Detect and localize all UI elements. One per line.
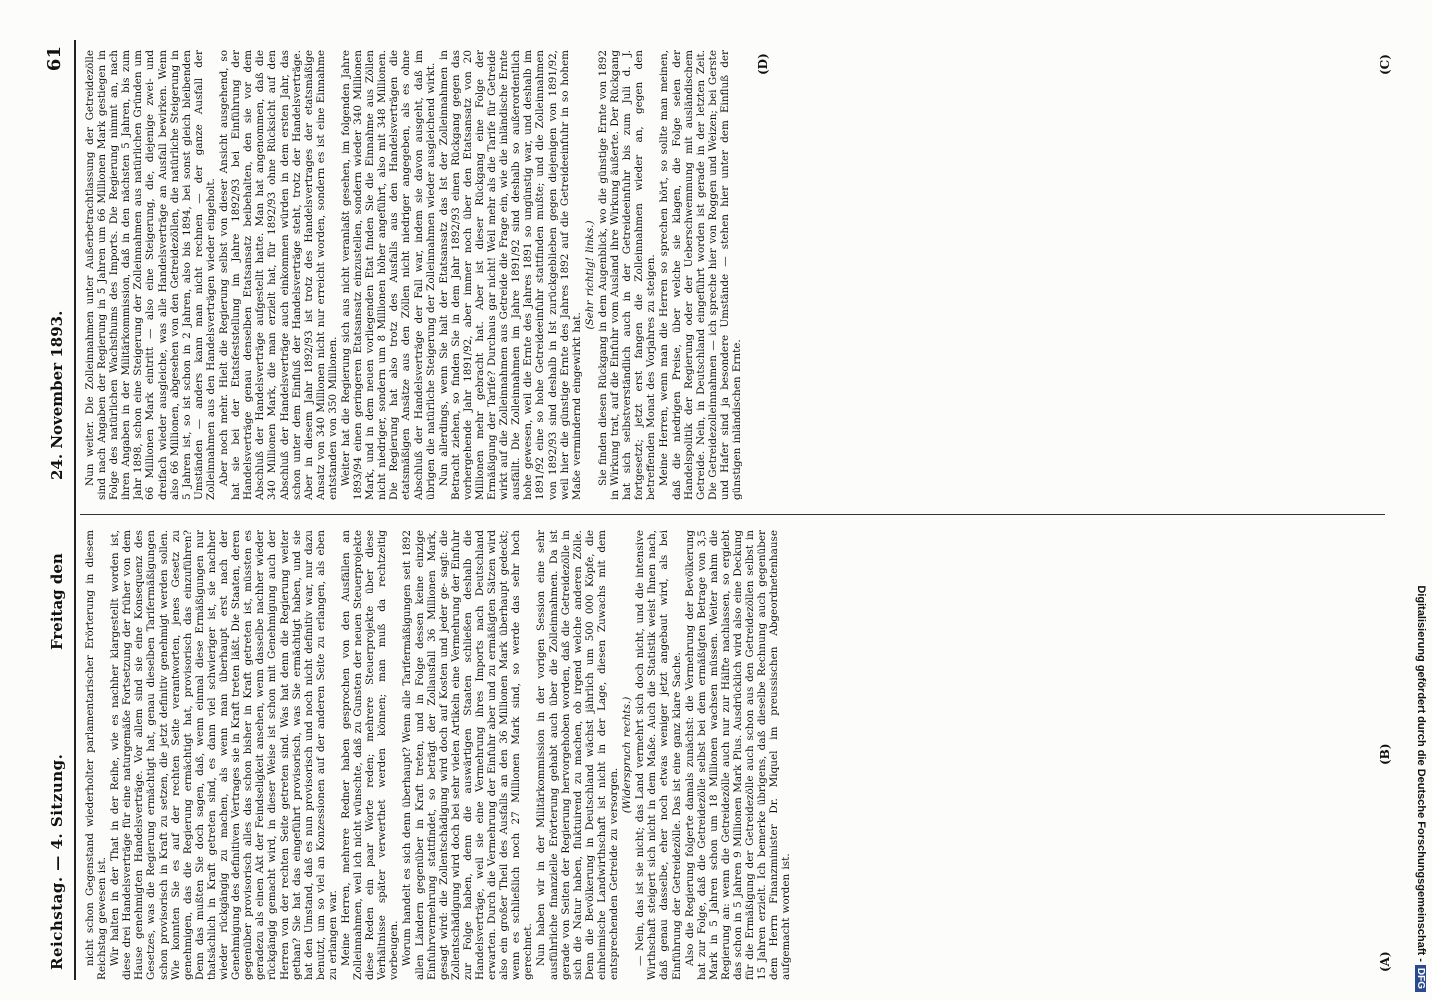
dfg-badge: DFG xyxy=(1415,965,1426,992)
margin-mark-b: (B) xyxy=(1378,743,1392,765)
paragraph: nicht schon Gegenstand wiederholter parlamentarischer Erörterung in diesem Reichstag gewesen ist. xyxy=(84,530,109,980)
page-number: 61 xyxy=(44,46,65,72)
paragraph: Worum handelt es sich denn überhaupt? Wenn alle Tarifermäßigungen seit 1892 allen Ländern gegenüber in Kraft treten, und in Folge dessen keine einzige Einfuhrvermehrung stattfindet, so beträgt der Zollausfall 36 Millionen Mark, gesagt wird: die Zollentschädigung wird doch auf Kosten und jeder ge- sagt: die Zollentschädigung wird doch bei sehr vielen Artikeln eine Vermehrung der Einfuhr zur Folge haben, denn die auswärtigen Staaten schließen deshalb die Handelsverträge, weil sie eine Vermehrung ihres Imports nach Deutschland erwarten. Durch die Vermehrung der Einfuhr aber und zu ermäßigten Sätzen wird also ein großer Theil des Ausfalls an den 36 Millionen Mark überhaupt gedeckt; wenn es schließlich noch 27 Millionen Mark sind, so werde das sehr hoch gerechnet. xyxy=(401,530,535,980)
right-column xyxy=(84,50,1384,500)
paragraph: Weiter hat die Regierung sich aus nicht veranlaßt gesehen, im folgenden Jahre 1893/94 einen geringeren Etatsansatz einzustellen, sondern wieder 340 Millionen Mark, und in dem neuen vorliegenden Etat finden Sie die Einnahme aus Zöllen nicht niedriger, sondern um 8 Millionen höher angeführt, also mit 348 Millionen. Die Regierung hat also trotz des Ausfalls aus den Handelsverträgen die etatsmäßigen Ansätze aus den Zöllen nicht niedriger angegeben, als es ohne Abschluß der Handelsverträge der Fall war, indem sie davon ausgeht, daß im übrigen die natürliche Steigerung der Zolleinnahmen wieder ausgleichend wirkt. xyxy=(339,50,437,500)
header-rule xyxy=(74,40,76,980)
paragraph: Nun weiter. Die Zolleinnahmen unter Außerbetrachtlassung der Getreidezölle sind nach Angaben der Regierung in 5 Jahren um 66 Millionen Mark gestiegen in Folge des natürlichen Wachsthums des Imports. Die Regierung nimmt an, nach ihren Angaben in der Militärkommission, daß in den nächsten 5 Jahren, bis zum Jahr 1898, schon eine Steigerung der Zolleinnahmen aus natürlichen Gründen um 66 Millionen Mark eintritt — also eine Steigerung, die, diejenige zwei- und dreifach wieder ausgleiche, was alle Handelsverträge an Ausfall bewirken. Wenn also 66 Millionen, abgesehen von den Getreidezöllen, die natürliche Steigerung in 5 Jahren ist, so ist schon in 2 Jahren, also bis 1894, bei sonst gleich bleibenden Umständen — anders kann man nicht rechnen — der ganze Ausfall der Zolleinnahmen aus den Handelsverträgen wieder eingeholt. xyxy=(84,50,217,500)
margin-mark-c: (C) xyxy=(1378,54,1392,75)
header-date: 24. November 1893. xyxy=(48,310,66,480)
interjection: (Widerspruch rechts.) xyxy=(621,696,634,814)
paragraph: Wir halten in der That in der Reihe, wie es nachher klargestellt worden ist, diese drei Handelsverträge für eine naturgemäße Fortsetzung der früher von dem Hause genehmigten Handelsverträge. Vor allem sind sie eine Konsequenz des Gesetzes, was die Regierung ermächtigt hat, genau dieselben Tarifermäßigungen schon provisorisch in Kraft zu setzen, die jetzt definitiv genehmigt werden sollen. Wie konnten Sie es auf der rechten Seite verantworten, jenes Gesetz zu genehmigen, das die Regierung ermächtigt hat, provisorisch das einzuführen? Denn das mußten Sie doch sagen, daß, wenn einmal diese Ermäßigungen nur thatsächlich in Kraft getreten sind, es dann viel schwieriger ist, sie nachher wieder rückgängig zu machen, als wenn man überhaupt erst nach der Genehmigung des definitiven Vertrages sie in Kraft treten läßt. Die Staaten, deren gegenüber provisorisch alles das schon bisher in Kraft getreten ist, müssten es geradezu als einen Akt der Feindseligkeit ansehen, wenn dasselbe nachher wieder rückgängig gemacht wird, in dieser Weise ist schon mit Genehmigung auch der Herren von der rechten Seite getreten sind. Was hat denn die Regierung weiter gethan? Sie hat das eingeführt provisorisch, was Sie ermächtigt haben, und sie hat den Umstand, daß es nun provisorisch und noch nicht definitiv war, nur dazu benutzt, um so viel an Konzessionen auf der anderen Seite zu erlangen, als eben zu erlangen war. xyxy=(109,530,339,980)
digitization-note xyxy=(1415,8,1427,992)
left-column xyxy=(84,530,1384,980)
rotated-page-content xyxy=(40,40,1405,980)
interjection: (Sehr richtig! links.) xyxy=(583,220,596,330)
column-divider xyxy=(80,514,1385,515)
header-weekday: Freitag den xyxy=(48,553,66,650)
paragraph: Aber noch mehr. Hielt die Regierung selbst von dieser Ansicht ausgehend, so hat sie bei der Etatsfeststellung im Jahre 1892/93 bei Einführung der Handelsverträge genau denselben Etatsansatz beibehalten, den sie vor dem Abschluß der Handelsverträge aufgestellt hatte. Man hat angenommen, daß die 340 Millionen Mark, die man erzielt hat, für 1892/93 ohne Rücksicht auf den Abschluß der Handelsverträge auch einkommen würden in dem ersten Jahr, das schon unter dem Einfluß der Handelsverträge steht, trotz der Handelsverträge. Aber in diesem Jahr 1892/93 ist trotz des Handelsvertrages der etatsmäßige Ansatz von 340 Millionen nicht nur erreicht worden, sondern es ist eine Einnahme entstanden von 350 Millionen. xyxy=(218,50,339,500)
paragraph: Nun allerdings, wenn Sie halt der Etatsansatz das Ist der Zolleinnahmen in Betracht ziehen, so finden Sie in dem Jahr 1892/93 einen Rückgang gegen das vorhergehende Jahr 1891/92, aber immer noch über den Etatsansatz von 20 Millionen mehr gebracht hat. Aber ist dieser Rückgang eine Folge der Ermäßigung der Tarife? Durchaus gar nicht! Weil mehr als die Tarife für Getreide wirkt auf die Zolleinnahmen aus Getreide die Frage ein, wie die inländische Ernte ausfällt. Die Zolleinnahmen im Jahre 1891/92 sind deshalb so außerordentlich hohe gewesen, weil die Ernte des Jahres 1891 so ungünstig war, und deshalb im 1891/92 eine so hohe Getreideeinfuhr stattfinden mußte; und die Zolleinnahmen von 1892/93 sind deshalb in Ist zurückgeblieben gegen diejenigen von 1891/92, weil hier die günstige Ernte des Jahres 1892 auf die Getreideeinfuhr in so hohem Maße vermindernd eingewirkt hat. xyxy=(437,50,583,500)
margin-mark-a: (A) xyxy=(1378,951,1392,972)
digitization-text: Digitalisierung gefördert durch die Deutsche Forschungsgemeinschaft - xyxy=(1415,585,1427,962)
paragraph: Meine Herren, wenn man die Herren so sprechen hört, so sollte man meinen, daß die niedrigen Preise, über welche sie klagen, die Folge seien der Handelspolitik der Regierung oder der Ueberschwemmung mit ausländischem Getreide. Nein, in Deutschland eingeführt worden ist gerade in der letzten Zeit. Die Getreidezolleinnahmen — ich spreche hier von Roggen und Weizen; bei Gerste und Hafer sind ja besondere Umstände — stehen hier unter dem Einfluß der günstigen inländischen Ernte. xyxy=(658,50,743,500)
digitization-sidebar xyxy=(1411,8,1431,992)
header-session: Reichstag. — 4. Sitzung. xyxy=(48,753,66,970)
paragraph: Meine Herren, mehrere Redner haben gesprochen von den Ausfällen an Zolleinnahmen, weil ich nicht wünschte, daß zu Gunsten der neuen Steuerprojekte diese Reden ein paar Worte reden; mehrere Steuerprojekte über diese Verhältnisse später verwerthet werden können; man muß da rechtzeitig vorbeugen. xyxy=(339,530,401,980)
paragraph: — Nein, das ist sie nicht; das Land vermehrt sich doch nicht, und die intensive Wirthschaft steigert sich nicht in dem Maße. Auch die Statistik weist Ihnen nach, daß genau dasselbe, eher noch etwas weniger jetzt angebaut wird, als bei Einführung der Getreidezölle. Das ist eine ganz klare Sache. xyxy=(634,530,683,980)
margin-mark-d: (D) xyxy=(756,53,770,75)
paragraph: Sie finden diesen Rückgang in dem Augenblick, wo die günstige Ernte von 1892 in Wirkung trat, auf die Einfuhr vom Ausland ihre Wirkung äußerte. Der Rückgang hat sich selbstverständlich auch in der Getreideeinfuhr bis zum Juli d. J. fortgesetzt; jetzt erst fangen die Zolleinnahmen wieder an, gegen den betreffenden Monat des Vorjahres zu steigen. xyxy=(596,50,658,500)
paragraph: Nun haben wir in der Militärkommission in der vorigen Session eine sehr ausführliche finanzielle Erörterung gehabt auch über die Zolleinnahmen. Da ist gerade von Seiten der Regierung hervorgehoben worden, daß die Getreidezölle in sich die Natur haben, fluktuirend zu machen, ob irgend welche anderen Zölle. Denn die Bevölkerung in Deutschland wächst jährlich um 500 000 Köpfe, die einheimische Landwirthschaft ist nicht in der Lage, diesen Zuwachs mit dem entsprechenden Getreide zu versorgen. xyxy=(535,530,621,980)
paragraph: Also die Regierung folgerte damals zunächst: die Vermehrung der Bevölkerung hat zur Folge, daß die Getreidezölle selbst bei dem ermäßigten Betrage von 3,5 Mark in 5 Jahren schon um 18 Millionen wachsen müssen. Weiter nahm die Regierung an: wenn die Getreidezölle auch nur zur Hälfte nachlassen, so ergiebt das schon in 5 Jahren 9 Millionen Mark Plus. Ausdrücklich wird also eine Deckung für die Ermäßigung der Getreidezölle auch schon aus den Getreidezöllen selbst in 15 Jahren erzielt. Ich bemerke übrigens, daß dieselbe Rechnung auch gegenüber dem Herrn Finanzminister Dr. Miquel im preussischen Abgeordnetenhause aufgemacht worden ist. xyxy=(683,530,793,980)
